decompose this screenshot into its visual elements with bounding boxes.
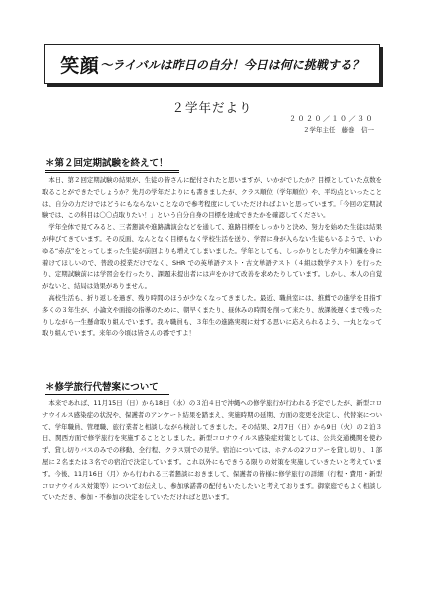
section-heading-exam: ＊第２回定期試験を終えて！ [45, 155, 179, 173]
paragraph: 本来であれば、11月15日（日）から18日（水）の３泊４日で沖縄への修学旅行が行われる予定でしたが、新型コロナウイルス感染症の状況や、保護者のアンケート結果を踏まえ、実施時期の延期、方面の変更を決定し、代替案について、学年職員、管理職、旅行業者と相談しながら検討してきました。その結果、2月7日（日）から9日（火）の２泊３日、関西方面で修学旅行を実施することとしました。新型コロナウイルス感染症対策としては、公共交通機関を使わず、貸し切りバスのみでの移動、全行程、クラス別での見学。宿泊については、ホテルの2フロアーを貸し切り、１部屋に２名または３名での宿泊で決定しています。これ以外にもできうる限りの対策を実施していきたいと考えています。今後、11月16日（月）から行われる三者懇談におきまして、保護者の皆様に修学旅行の詳細（行程・費用・新型コロナウイルス対策等）についてお伝えし、参加承諾書の配付もいたしたいと考えております。御家庭でもよく相談していただき、参加・不参加の決定をしていただければと思います。 [42, 399, 382, 502]
title-main: 笑顔 [60, 54, 100, 77]
paragraph: 本日、第２回定期試験の結果が、生徒の皆さんに配付されたと思いますが、いかがでしたか？目標としていた点数を取ることができたでしょうか？先月の学年だよりにも書きましたが、クラス順位（学年順位）や、平均点といったことは、自分の力だけではどうにもならないことなので参考程度にしていただければよいと思っています。「今回の定期試験では、この科目は〇〇点取りたい！」という自分自身の目標を達成できたかを確認してください。 [42, 176, 382, 220]
paragraph: 高校生活も、折り返しを過ぎ、残り時間のほうが少なくなってきました。最近、職員室には、推薦での進学を目指す多くの３年生が、小論文や面接の指導のために、朝早くまたり、昼休みの時間を削って来たり、放課後遅くまで残ったりしながら一生懸命取り組んでいます。我々職員も、３年生の進路実現に対する思いに応えられるよう、一丸となって取り組んでいます。来年の今頃は皆さんの番ですよ！ [42, 293, 382, 338]
section-body-trip [42, 398, 382, 504]
author-role: ２学年主任 [303, 126, 336, 134]
section-heading-trip: ＊修学旅行代替案について [45, 379, 169, 395]
title-subtitle: ～ライバルは昨日の自分！今日は何に挑戦する？ [100, 57, 364, 72]
issue-date: ２０２０／１０／３０ [289, 115, 374, 123]
author-line [297, 125, 374, 134]
paragraph: 学年全体で見てみると、三者懇談や進路講演会などを通して、進路目標をしっかりと決め、努力を始めた生徒は結果が伸びてきています。その反面、なんとなく目標もなく学校生活を送り、学習に身が入らない生徒もいるようで、いわゆる“赤点”をとってしまった生徒が前回よりも増えてしまいました。学年としても、しっかりとした学力や知識を身に着けてほしいので、普段の授業だけでなく、SHR での英単語テスト・古文単語テスト（４組は数学テスト）を行ったり、定期試験前には学習会を行ったり、課題未提出者には声をかけて改善を求めたりしています。しかし、本人の自覚がないと、結局は効果がありません。 [42, 223, 382, 291]
author-name: 藤巻 信一 [341, 126, 374, 134]
title-banner [44, 44, 380, 84]
newsletter-name: ２学年だより [171, 100, 253, 115]
section-body-exam [42, 175, 382, 340]
